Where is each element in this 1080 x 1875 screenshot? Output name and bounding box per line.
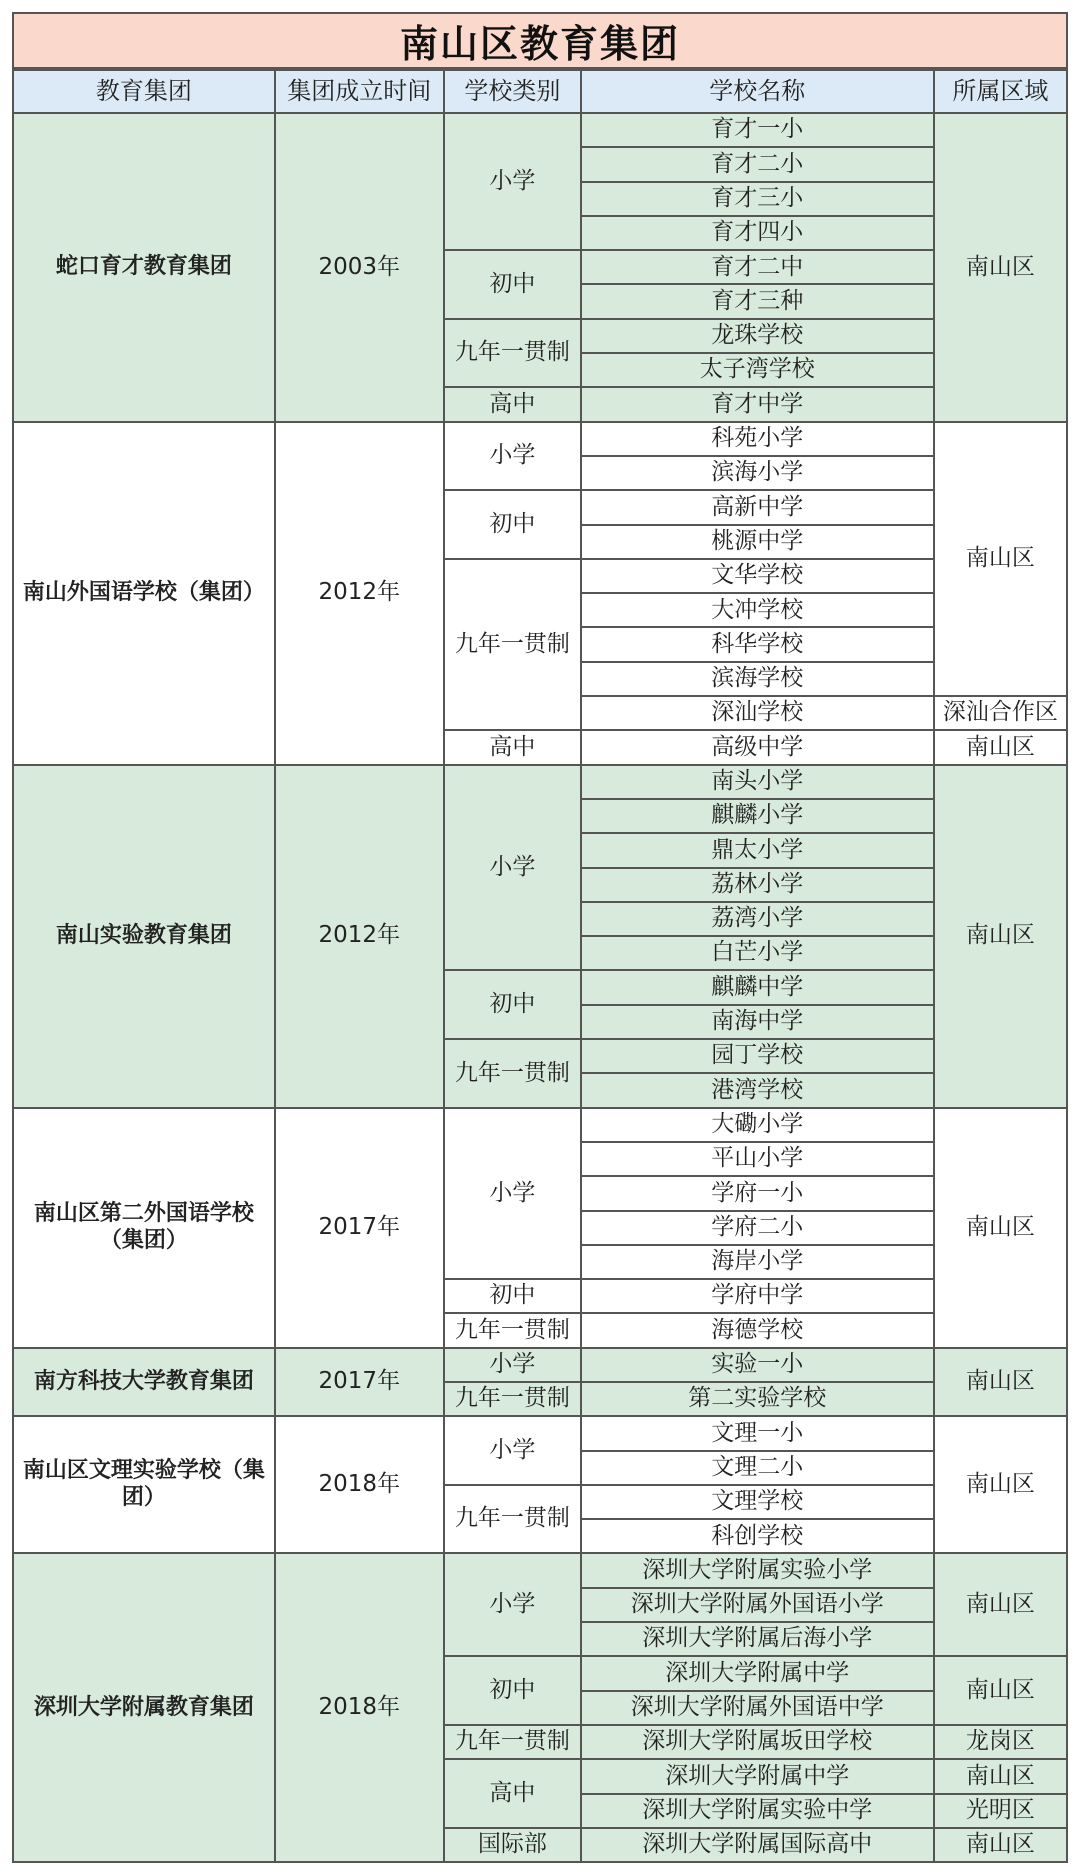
school-name-cell: 鼎太小学: [581, 833, 934, 867]
region-cell: 南山区: [934, 1828, 1067, 1862]
region-cell: 南山区: [934, 730, 1067, 764]
category-cell: 高中: [444, 387, 581, 421]
school-name-cell: 育才二小: [581, 147, 934, 181]
region-cell: 南山区: [934, 113, 1067, 422]
school-name-cell: 深圳大学附属后海小学: [581, 1622, 934, 1656]
school-name-cell: 深圳大学附属坂田学校: [581, 1725, 934, 1759]
category-cell: 小学: [444, 765, 581, 971]
header-region: 所属区域: [934, 70, 1067, 113]
school-name-cell: 深圳大学附属国际高中: [581, 1828, 934, 1862]
group-name-cell: 南山区第二外国语学校（集团）: [13, 1108, 275, 1348]
header-group: 教育集团: [13, 70, 275, 113]
region-cell: 南山区: [934, 1108, 1067, 1348]
category-cell: 小学: [444, 113, 581, 250]
school-name-cell: 文理学校: [581, 1485, 934, 1519]
school-name-cell: 港湾学校: [581, 1073, 934, 1107]
school-name-cell: 科创学校: [581, 1519, 934, 1553]
school-name-cell: 大冲学校: [581, 593, 934, 627]
school-name-cell: 学府中学: [581, 1279, 934, 1313]
school-name-cell: 育才中学: [581, 387, 934, 421]
school-name-cell: 深圳大学附属中学: [581, 1759, 934, 1793]
category-cell: 九年一贯制: [444, 1039, 581, 1108]
region-cell: 南山区: [934, 1553, 1067, 1656]
school-name-cell: 深圳大学附属外国语中学: [581, 1691, 934, 1725]
table-body: [13, 113, 1067, 1862]
school-name-cell: 育才三种: [581, 284, 934, 318]
group-year-cell: 2012年: [275, 765, 444, 1108]
category-cell: 小学: [444, 1416, 581, 1485]
school-name-cell: 学府二小: [581, 1211, 934, 1245]
group-name-cell: 深圳大学附属教育集团: [13, 1553, 275, 1862]
category-cell: 高中: [444, 730, 581, 764]
table-row: [13, 1348, 1067, 1382]
school-name-cell: 海德学校: [581, 1313, 934, 1347]
school-name-cell: 平山小学: [581, 1142, 934, 1176]
school-name-cell: 深圳大学附属外国语小学: [581, 1588, 934, 1622]
category-cell: 九年一贯制: [444, 1382, 581, 1416]
region-cell: 南山区: [934, 1416, 1067, 1553]
region-cell: 南山区: [934, 1656, 1067, 1725]
school-name-cell: 园丁学校: [581, 1039, 934, 1073]
category-cell: 初中: [444, 1656, 581, 1725]
school-name-cell: 育才三小: [581, 182, 934, 216]
school-name-cell: 科华学校: [581, 627, 934, 661]
school-name-cell: 学府一小: [581, 1176, 934, 1210]
region-cell: 南山区: [934, 1759, 1067, 1793]
category-cell: 初中: [444, 970, 581, 1039]
category-cell: 九年一贯制: [444, 1313, 581, 1347]
school-name-cell: 高级中学: [581, 730, 934, 764]
group-name-cell: 南山区文理实验学校（集团）: [13, 1416, 275, 1553]
table-title: 南山区教育集团: [12, 12, 1068, 69]
category-cell: 初中: [444, 1279, 581, 1313]
school-name-cell: 桃源中学: [581, 525, 934, 559]
region-cell: 南山区: [934, 1348, 1067, 1417]
school-name-cell: 荔林小学: [581, 868, 934, 902]
table-row: [13, 765, 1067, 799]
school-name-cell: 深圳大学附属实验中学: [581, 1794, 934, 1828]
group-year-cell: 2017年: [275, 1348, 444, 1417]
category-cell: 初中: [444, 490, 581, 559]
school-name-cell: 高新中学: [581, 490, 934, 524]
group-year-cell: 2012年: [275, 422, 444, 765]
school-name-cell: 深圳大学附属中学: [581, 1656, 934, 1690]
school-name-cell: 育才二中: [581, 250, 934, 284]
category-cell: 九年一贯制: [444, 1485, 581, 1554]
category-cell: 九年一贯制: [444, 559, 581, 730]
school-name-cell: 深汕学校: [581, 696, 934, 730]
school-name-cell: 文华学校: [581, 559, 934, 593]
region-cell: 龙岗区: [934, 1725, 1067, 1759]
group-name-cell: 蛇口育才教育集团: [13, 113, 275, 422]
school-name-cell: 育才一小: [581, 113, 934, 147]
region-cell: 南山区: [934, 765, 1067, 1108]
school-name-cell: 龙珠学校: [581, 319, 934, 353]
school-name-cell: 第二实验学校: [581, 1382, 934, 1416]
group-year-cell: 2018年: [275, 1553, 444, 1862]
school-name-cell: 南海中学: [581, 1005, 934, 1039]
region-cell: 光明区: [934, 1794, 1067, 1828]
school-groups-table-container: [12, 12, 1068, 1863]
category-cell: 小学: [444, 1348, 581, 1382]
school-name-cell: 南头小学: [581, 765, 934, 799]
group-name-cell: 南方科技大学教育集团: [13, 1348, 275, 1417]
school-name-cell: 白芒小学: [581, 936, 934, 970]
region-cell: 南山区: [934, 422, 1067, 696]
school-name-cell: 太子湾学校: [581, 353, 934, 387]
category-cell: 初中: [444, 250, 581, 319]
school-name-cell: 麒麟小学: [581, 799, 934, 833]
category-cell: 国际部: [444, 1828, 581, 1862]
school-name-cell: 荔湾小学: [581, 902, 934, 936]
school-name-cell: 育才四小: [581, 216, 934, 250]
table-row: [13, 1108, 1067, 1142]
group-year-cell: 2003年: [275, 113, 444, 422]
school-name-cell: 大磡小学: [581, 1108, 934, 1142]
school-name-cell: 滨海学校: [581, 662, 934, 696]
header-school: 学校名称: [581, 70, 934, 113]
group-year-cell: 2017年: [275, 1108, 444, 1348]
category-cell: 九年一贯制: [444, 1725, 581, 1759]
school-name-cell: 麒麟中学: [581, 970, 934, 1004]
group-name-cell: 南山实验教育集团: [13, 765, 275, 1108]
group-year-cell: 2018年: [275, 1416, 444, 1553]
table-row: [13, 1553, 1067, 1587]
category-cell: 九年一贯制: [444, 319, 581, 388]
header-category: 学校类别: [444, 70, 581, 113]
category-cell: 高中: [444, 1759, 581, 1828]
header-year: 集团成立时间: [275, 70, 444, 113]
school-name-cell: 海岸小学: [581, 1245, 934, 1279]
school-name-cell: 深圳大学附属实验小学: [581, 1553, 934, 1587]
school-name-cell: 科苑小学: [581, 422, 934, 456]
region-cell: 深汕合作区: [934, 696, 1067, 730]
school-name-cell: 文理一小: [581, 1416, 934, 1450]
group-name-cell: 南山外国语学校（集团）: [13, 422, 275, 765]
school-groups-table: [12, 69, 1068, 1863]
table-row: [13, 422, 1067, 456]
table-row: [13, 113, 1067, 147]
category-cell: 小学: [444, 422, 581, 491]
category-cell: 小学: [444, 1108, 581, 1279]
table-row: [13, 1416, 1067, 1450]
school-name-cell: 实验一小: [581, 1348, 934, 1382]
category-cell: 小学: [444, 1553, 581, 1656]
school-name-cell: 滨海小学: [581, 456, 934, 490]
school-name-cell: 文理二小: [581, 1451, 934, 1485]
